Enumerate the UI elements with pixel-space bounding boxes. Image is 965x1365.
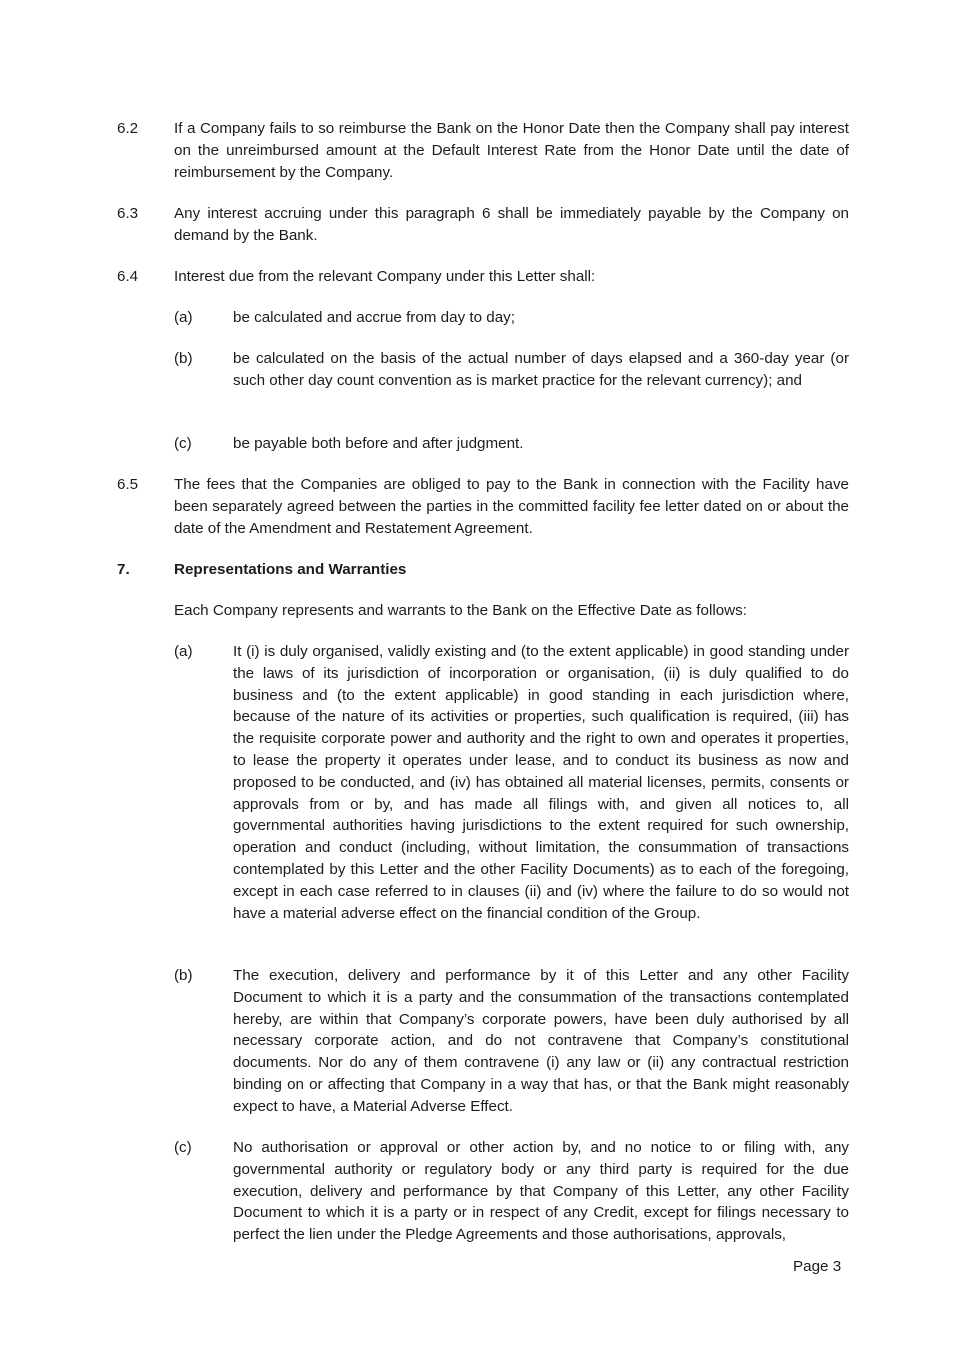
sub-item-text: The execution, delivery and performance by it of this Letter and any other Facility Document to which it is a party and the consummation of the transactions contemplated hereby, are within that Company’s corporate powers, have been duly authorised by all necessary corporate action, and do not contravene that Company’s constitutional documents. Nor do any of them contravene (i) any law or (ii) any contractual restriction binding on or affecting that Company in a way that has, or that the Bank might reasonably expect to have, a Material Adverse Effect. bbox=[233, 967, 849, 1115]
clause-text: Any interest accruing under this paragraph 6 shall be immediately payable by the Company on demand by the Bank. bbox=[174, 205, 849, 244]
sub-item-label: (b) bbox=[174, 967, 193, 984]
clause-number: 6.3 bbox=[117, 205, 139, 222]
clause-number: 6.5 bbox=[117, 476, 139, 493]
clause-number: 6.4 bbox=[117, 268, 139, 285]
clause-text: Interest due from the relevant Company under this Letter shall: bbox=[174, 268, 596, 285]
sub-item-text: be calculated and accrue from day to day; bbox=[233, 309, 515, 326]
sub-item-label: (a) bbox=[174, 643, 193, 660]
sub-item-text: be calculated on the basis of the actual number of days elapsed and a 360-day year (or such other day count convention as is market practice for the relevant currency); and bbox=[233, 350, 849, 389]
sub-item-text: be payable both before and after judgment. bbox=[233, 435, 524, 452]
section-heading: Representations and Warranties bbox=[174, 561, 407, 578]
section-number: 7. bbox=[117, 561, 130, 578]
sub-item-label: (b) bbox=[174, 350, 193, 367]
sub-item-text: No authorisation or approval or other action by, and no notice to or filing with, any governmental authority or regulatory body or any third party is required for the due execution, delivery and performance by that Company of this Letter, any other Facility Document to which it is a party or in respect of any Credit, except for filings necessary to perfect the lien under the Pledge Agreements and those authorisations, approvals, bbox=[233, 1139, 849, 1244]
clause-text: The fees that the Companies are obliged to pay to the Bank in connection with the Facility have been separately agreed between the parties in the committed facility fee letter dated on or about the date of the Amendment and Restatement Agreement. bbox=[174, 476, 849, 537]
clause-text: If a Company fails to so reimburse the Bank on the Honor Date then the Company shall pay interest on the unreimbursed amount at the Default Interest Rate from the Honor Date until the date of reimbursement by the Company. bbox=[174, 120, 849, 181]
sub-item-label: (c) bbox=[174, 1139, 192, 1156]
page-number: Page 3 bbox=[793, 1258, 842, 1275]
clause-number: 6.2 bbox=[117, 120, 139, 137]
sub-item-text: It (i) is duly organised, validly existing and (to the extent applicable) in good standing under the laws of its jurisdiction of incorporation or organisation, (ii) is duly qualified to do business and (to the extent applicable) in good standing in each jurisdiction where, because of the nature of its activities or properties, such qualification is required, (iii) has the requisite corporate power and authority and the right to own and operates it properties, to lease the property it operates under lease, and to conduct its business as now and proposed to be conducted, and (iv) has obtained all material licenses, permits, consents or approvals from or by, and has made all filings with, and given all notices to, all governmental authorities having jurisdictions to the extent required for such ownership, operation and conduct (including, without limitation, the consummation of transactions contemplated by this Letter and the other Facility Documents) as to each of the foregoing, except in each case referred to in clauses (ii) and (iv) where the failure to do so would not have a material adverse effect on the financial condition of the Group. bbox=[233, 643, 849, 922]
section-intro: Each Company represents and warrants to the Bank on the Effective Date as follows: bbox=[174, 602, 747, 619]
sub-item-label: (c) bbox=[174, 435, 192, 452]
sub-item-label: (a) bbox=[174, 309, 193, 326]
